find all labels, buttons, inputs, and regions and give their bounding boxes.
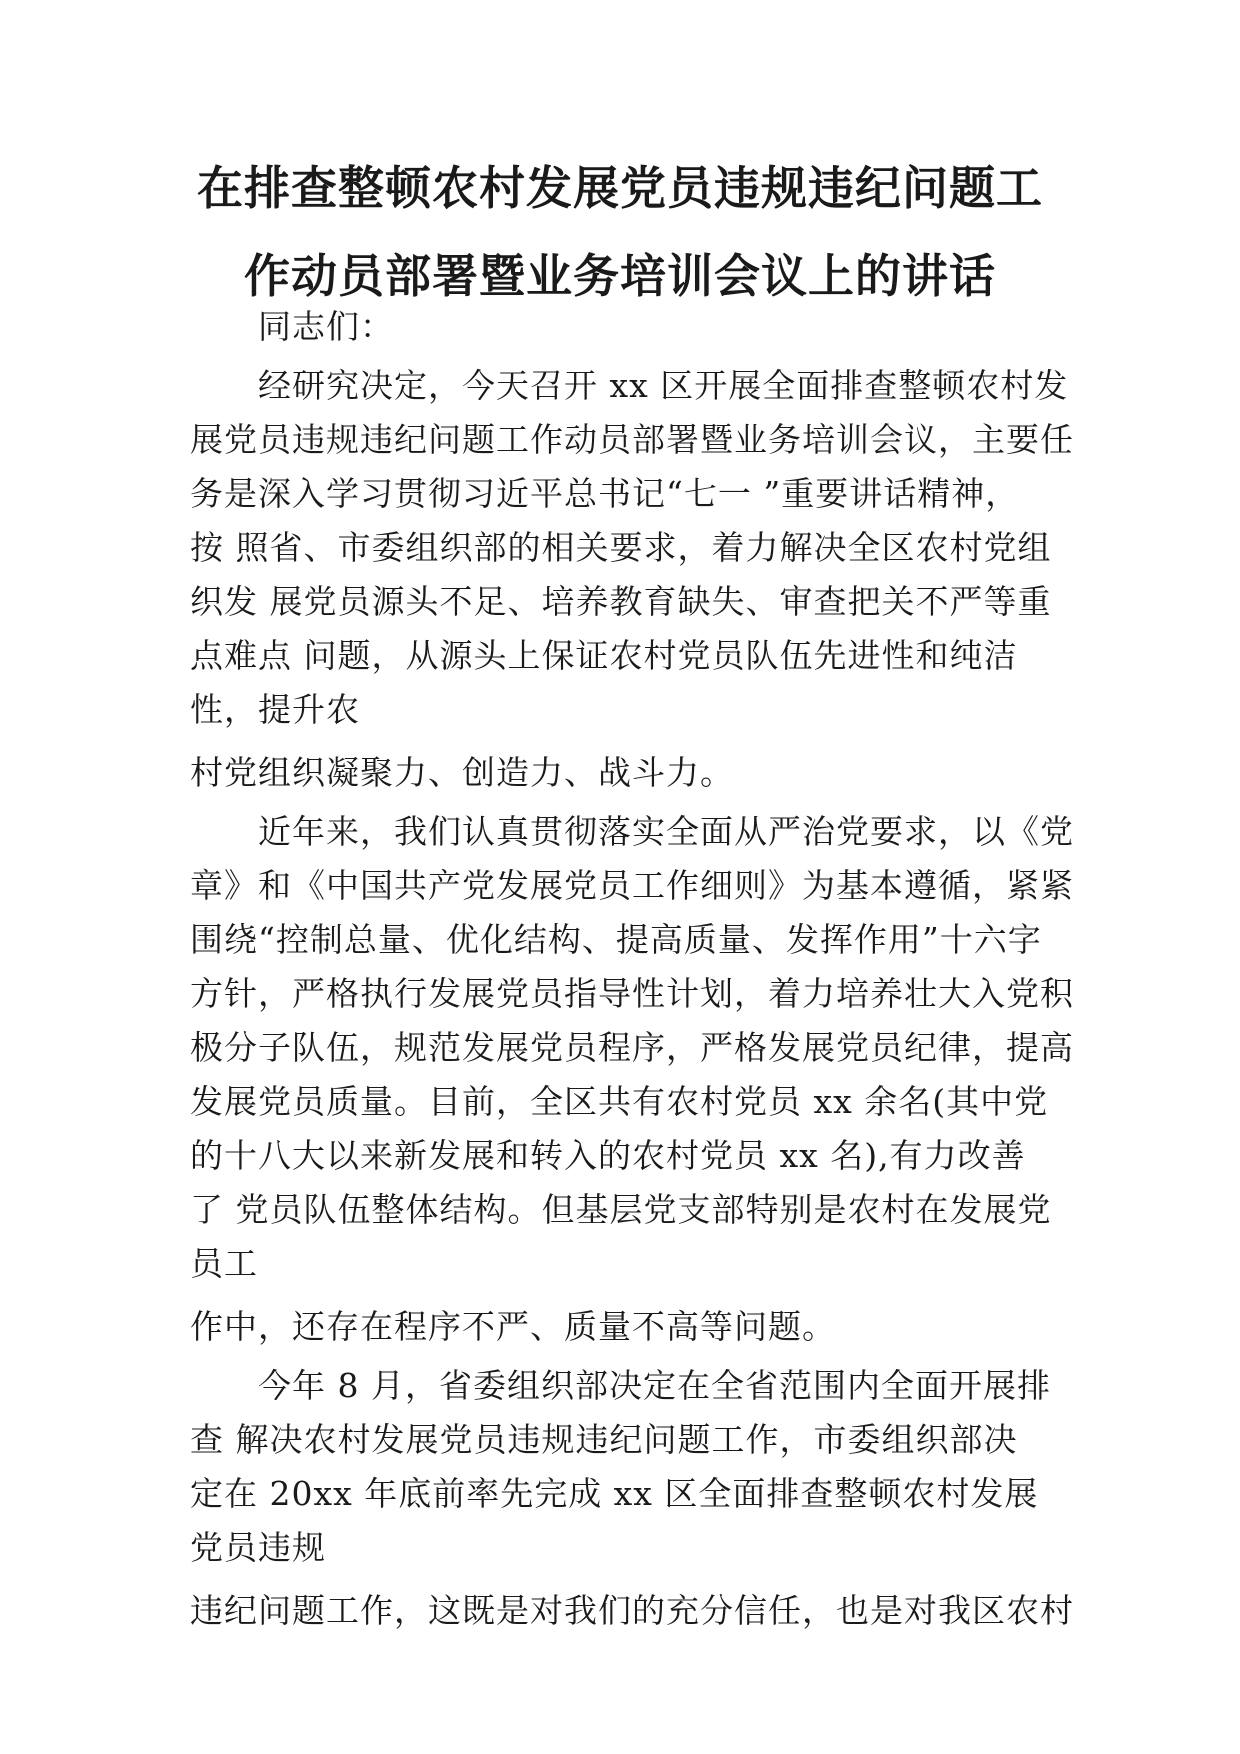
body-line: 务是深入学习贯彻习近平总书记“七一 ”重要讲话精神， xyxy=(190,474,1020,513)
body-line: 织发 展党员源头不足、培养教育缺失、审查把关不严等重 xyxy=(190,582,1052,621)
body-line: 方针，严格执行发展党员指导性计划，着力培养壮大入党积 xyxy=(190,974,1074,1013)
body-line: 按 照省、市委组织部的相关要求，着力解决全区农村党组 xyxy=(190,528,1052,567)
body-line: 围绕“控制总量、优化结构、提高质量、发挥作用”十六字 xyxy=(190,920,1042,959)
body-line: 点难点 问题，从源头上保证农村党员队伍先进性和纯洁 xyxy=(190,636,1018,675)
body-line: 了 党员队伍整体结构。但基层党支部特别是农村在发展党 xyxy=(190,1190,1052,1229)
salutation: 同志们： xyxy=(258,307,394,346)
body-line: 的十八大以来新发展和转入的农村党员 xx 名),有力改善 xyxy=(190,1136,1026,1175)
document-title-line-1: 在排查整顿农村发展党员违规违纪问题工 xyxy=(197,161,1043,215)
body-line: 作中，还存在程序不严、质量不高等问题。 xyxy=(190,1307,836,1346)
document-title-line-2: 作动员部署暨业务培训会议上的讲话 xyxy=(244,249,996,303)
body-line: 近年来，我们认真贯彻落实全面从严治党要求，以《党 xyxy=(258,812,1074,851)
body-line: 违纪问题工作，这既是对我们的充分信任，也是对我区农村 xyxy=(190,1591,1074,1630)
body-line: 党员违规 xyxy=(190,1528,326,1567)
body-line: 今年 8 月，省委组织部决定在全省范围内全面开展排 xyxy=(258,1366,1051,1405)
body-line: 经研究决定，今天召开 xx 区开展全面排查整顿农村发 xyxy=(258,366,1069,405)
body-line: 定在 20xx 年底前率先完成 xx 区全面排查整顿农村发展 xyxy=(190,1474,1039,1513)
body-line: 村党组织凝聚力、创造力、战斗力。 xyxy=(190,753,734,792)
body-line: 展党员违规违纪问题工作动员部署暨业务培训会议，主要任 xyxy=(190,420,1074,459)
body-line: 章》和《中国共产党发展党员工作细则》为基本遵循，紧紧 xyxy=(190,866,1074,905)
body-line: 性，提升农 xyxy=(190,690,360,729)
body-line: 发展党员质量。目前，全区共有农村党员 xx 余名(其中党 xyxy=(190,1082,1049,1121)
body-line: 极分子队伍，规范发展党员程序，严格发展党员纪律，提高 xyxy=(190,1028,1074,1067)
body-line: 查 解决农村发展党员违规违纪问题工作，市委组织部决 xyxy=(190,1420,1018,1459)
body-line: 员工 xyxy=(190,1244,258,1283)
